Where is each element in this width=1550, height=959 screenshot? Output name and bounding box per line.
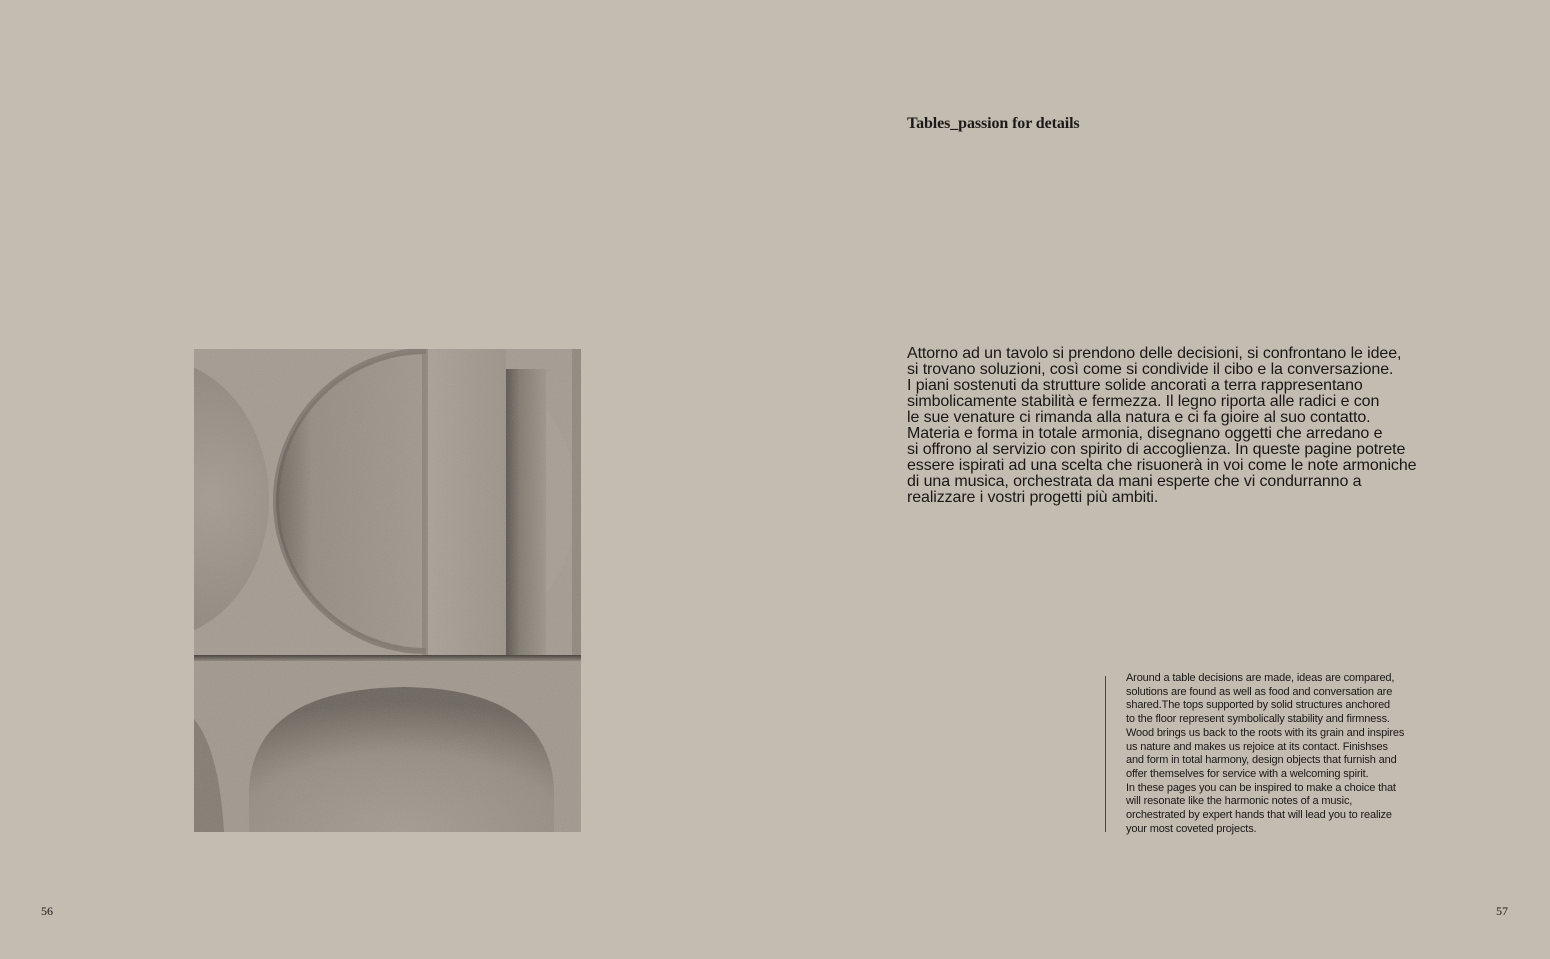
vertical-divider <box>1105 676 1106 832</box>
italian-line: si trovano soluzioni, così come si condivide il cibo e la conversazione. <box>907 361 1394 378</box>
english-line: shared.The tops supported by solid structures anchored <box>1126 699 1390 712</box>
english-line: Around a table decisions are made, ideas are compared, <box>1126 672 1395 684</box>
english-line: solutions are found as well as food and conversation are <box>1126 685 1393 698</box>
english-line: offer themselves for service with a welcoming spirit. <box>1126 767 1369 780</box>
english-paragraph <box>1126 672 1436 836</box>
english-line: your most coveted projects. <box>1126 822 1257 835</box>
page-number-left: 56 <box>41 904 53 918</box>
italian-line: simbolicamente stabilità e fermezza. Il legno riporta alle radici e con <box>907 393 1380 410</box>
italian-line: I piani sostenuti da strutture solide ancorati a terra rappresentano <box>907 377 1363 394</box>
relief-artwork-image <box>194 349 581 832</box>
section-heading: Tables_passion for details <box>907 115 1080 132</box>
italian-line: si offrono al servizio con spirito di accoglienza. In queste pagine potrete <box>907 441 1406 458</box>
english-line: to the floor represent symbolically stability and firmness. <box>1126 713 1390 726</box>
italian-paragraph <box>907 346 1427 506</box>
italian-line: realizzare i vostri progetti più ambiti. <box>907 489 1159 506</box>
page-number-right: 57 <box>1496 904 1508 918</box>
english-line: In these pages you can be inspired to make a choice that <box>1126 781 1396 794</box>
english-line: Wood brings us back to the roots with its grain and inspires <box>1126 726 1405 739</box>
english-line: will resonate like the harmonic notes of a music, <box>1126 795 1353 808</box>
italian-line: di una musica, orchestrata da mani esperte che vi condurranno a <box>907 473 1362 490</box>
italian-line: le sue venature ci rimanda alla natura e ci fa gioire al suo contatto. <box>907 409 1371 426</box>
english-line: us nature and makes us rejoice at its contact. Finishses <box>1126 740 1388 753</box>
english-line: and form in total harmony, design objects that furnish and <box>1126 754 1397 767</box>
english-line: orchestrated by expert hands that will lead you to realize <box>1126 809 1392 822</box>
italian-line: Attorno ad un tavolo si prendono delle decisioni, si confrontano le idee, <box>907 345 1402 362</box>
italian-line: essere ispirati ad una scelta che risuonerà in voi come le note armoniche <box>907 457 1417 474</box>
relief-artwork-graphic <box>194 349 581 832</box>
italian-line: Materia e forma in totale armonia, disegnano oggetti che arredano e <box>907 425 1383 442</box>
